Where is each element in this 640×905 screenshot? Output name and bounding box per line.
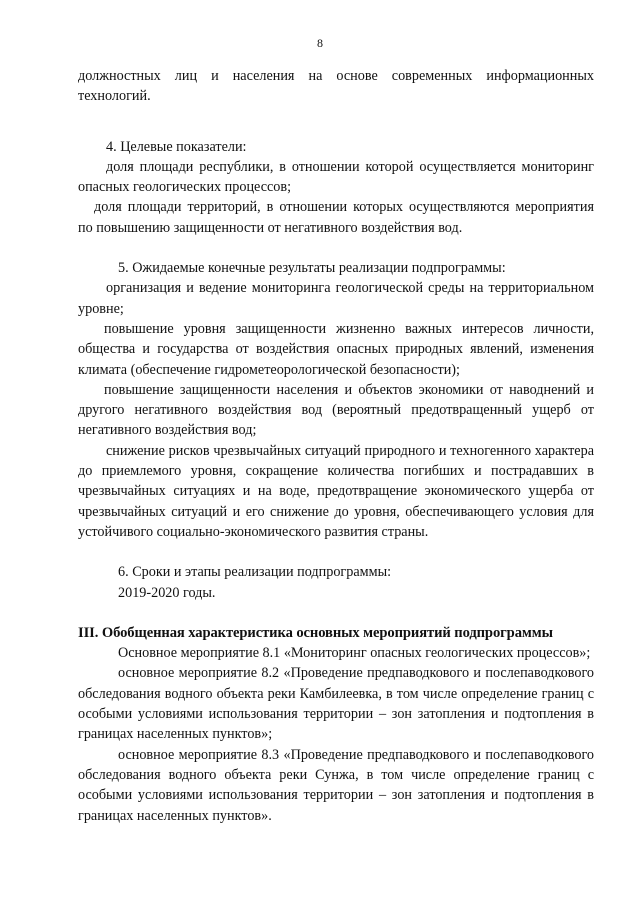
document-body — [78, 66, 594, 826]
target-item: доля площади территорий, в отношении которых осуществляются мероприятия по повышению защищенности от негативного воздействия вод. — [78, 199, 594, 236]
activity-item: основное мероприятие 8.2 «Проведение предпаводкового и послепаводкового обследования водного объекта реки Камбилеевка, в том числе определение границ с особыми условиями использования территории – зон затопления и подтопления в границах населенных пунктов»; — [78, 665, 594, 743]
timeline-period: 2019-2020 годы. — [118, 584, 216, 601]
section-heading: III. Обобщенная характеристика основных мероприятий подпрограммы — [78, 624, 553, 641]
targets-heading: 4. Целевые показатели: — [106, 138, 247, 155]
results-heading: 5. Ожидаемые конечные результаты реализации подпрограммы: — [118, 260, 506, 277]
page-number: 8 — [317, 36, 323, 50]
result-item: повышение защищенности населения и объектов экономики от наводнений и другого негативного воздействия вод (вероятный предотвращенный ущерб от негативного воздействия вод; — [78, 381, 594, 439]
activity-item: Основное мероприятие 8.1 «Мониторинг опасных геологических процессов»; — [118, 645, 591, 662]
result-item: снижение рисков чрезвычайных ситуаций природного и техногенного характера до приемлемого уровня, сокращение количества погибших и пострадавших в чрезвычайных ситуациях и на воде, предотвращение экономического ущерба от чрезвычайных ситуаций и его снижение до уровня, обеспечивающего условия для устойчивого социально-экономического развития страны. — [78, 442, 594, 540]
result-item: повышение уровня защищенности жизненно важных интересов личности, общества и государства от воздействия опасных природных явлений, изменения климата (обеспечение гидрометеорологической безопасности); — [78, 320, 594, 378]
activity-item: основное мероприятие 8.3 «Проведение предпаводкового и послепаводкового обследования водного объекта реки Сунжа, в том числе определение границ с особыми условиями использования территории – зон затопления и подтопления в границах населенных пунктов». — [78, 746, 594, 824]
intro-continuation: должностных лиц и населения на основе современных информационных технологий. — [78, 68, 594, 105]
target-item: доля площади республики, в отношении которой осуществляется мониторинг опасных геологических процессов; — [78, 158, 594, 196]
result-item: организация и ведение мониторинга геологической среды на территориальном уровне; — [78, 280, 594, 317]
timeline-heading: 6. Сроки и этапы реализации подпрограммы: — [118, 564, 392, 581]
